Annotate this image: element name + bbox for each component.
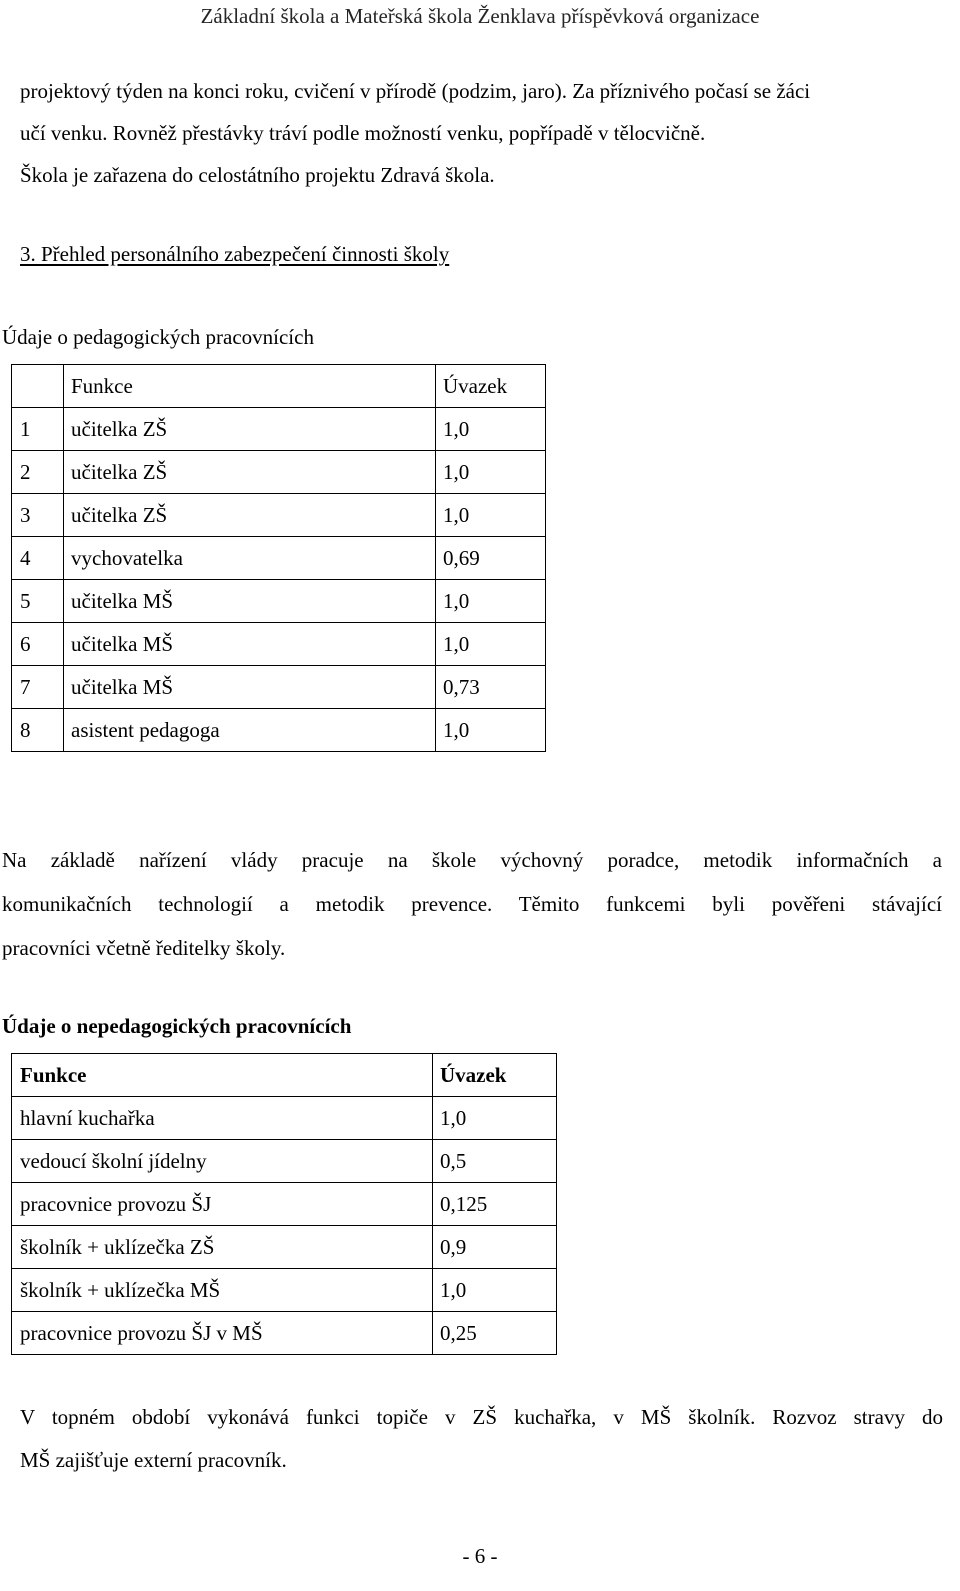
nonpedagogical-staff-table [11, 1053, 557, 1355]
cell-number: 3 [12, 494, 64, 537]
cell-function: asistent pedagoga [64, 709, 436, 752]
cell-workload: 1,0 [436, 623, 546, 666]
cell-workload: 1,0 [436, 451, 546, 494]
pedagogical-staff-table [11, 364, 546, 752]
cell-function: učitelka MŠ [64, 623, 436, 666]
section-title: 3. Přehled personálního zabezpečení činnosti školy [20, 242, 450, 266]
cell-number: 6 [12, 623, 64, 666]
cell-function: vedoucí školní jídelny [12, 1140, 433, 1183]
note-line: Na základě nařízení vlády pracuje na škole výchovný poradce, metodik informačních a [2, 848, 942, 872]
cell-function: učitelka ZŠ [64, 494, 436, 537]
cell-function: učitelka MŠ [64, 580, 436, 623]
cell-function: školník + uklízečka ZŠ [12, 1226, 433, 1269]
cell-workload: 0,69 [436, 537, 546, 580]
cell-function: učitelka MŠ [64, 666, 436, 709]
cell-function: pracovnice provozu ŠJ v MŠ [12, 1312, 433, 1355]
cell-function: pracovnice provozu ŠJ [12, 1183, 433, 1226]
closing-line: MŠ zajišťuje externí pracovník. [20, 1448, 287, 1472]
cell-workload: 0,25 [433, 1312, 557, 1355]
table-header-row [12, 1054, 557, 1097]
cell-workload: 0,73 [436, 666, 546, 709]
table-row [12, 1097, 557, 1140]
cell-number: 1 [12, 408, 64, 451]
cell-workload: 0,5 [433, 1140, 557, 1183]
table-row [12, 408, 546, 451]
cell-number: 4 [12, 537, 64, 580]
cell-workload: 1,0 [436, 580, 546, 623]
cell-workload: 1,0 [436, 408, 546, 451]
cell-number: 2 [12, 451, 64, 494]
table-row [12, 537, 546, 580]
intro-paragraph [20, 70, 945, 196]
page-number: - 6 - [462, 1544, 498, 1568]
header-cell-workload: Úvazek [433, 1054, 557, 1097]
cell-workload: 1,0 [433, 1097, 557, 1140]
cell-workload: 0,125 [433, 1183, 557, 1226]
table-row [12, 1226, 557, 1269]
header-cell-function: Funkce [64, 365, 436, 408]
cell-workload: 1,0 [436, 709, 546, 752]
closing-paragraph [20, 1396, 943, 1482]
cell-number: 7 [12, 666, 64, 709]
table-row [12, 1312, 557, 1355]
cell-workload: 1,0 [436, 494, 546, 537]
note-paragraph [2, 838, 942, 970]
cell-function: školník + uklízečka MŠ [12, 1269, 433, 1312]
table-row [12, 451, 546, 494]
table-row [12, 1140, 557, 1183]
note-line: pracovníci včetně ředitelky školy. [2, 936, 286, 960]
cell-number: 8 [12, 709, 64, 752]
table-header-row [12, 365, 546, 408]
note-line: komunikačních technologií a metodik prevence. Těmito funkcemi byli pověřeni stávající [2, 892, 942, 916]
closing-line: V topném období vykonává funkci topiče v ZŠ kuchařka, v MŠ školník. Rozvoz stravy do [20, 1405, 943, 1429]
table-row [12, 494, 546, 537]
page-header: Základní škola a Mateřská škola Ženklava příspěvková organizace [200, 4, 760, 28]
cell-function: hlavní kuchařka [12, 1097, 433, 1140]
cell-workload: 0,9 [433, 1226, 557, 1269]
intro-line: projektový týden na konci roku, cvičení v přírodě (podzim, jaro). Za příznivého počasí se žáci [20, 79, 811, 103]
header-cell-workload: Úvazek [436, 365, 546, 408]
cell-number: 5 [12, 580, 64, 623]
intro-line: Škola je zařazena do celostátního projektu Zdravá škola. [20, 163, 495, 187]
table-row [12, 580, 546, 623]
cell-function: učitelka ZŠ [64, 451, 436, 494]
cell-function: učitelka ZŠ [64, 408, 436, 451]
table-row [12, 666, 546, 709]
nonpedagogical-staff-title: Údaje o nepedagogických pracovnících [2, 1014, 352, 1038]
cell-function: vychovatelka [64, 537, 436, 580]
table-row [12, 709, 546, 752]
table-row [12, 1183, 557, 1226]
table-row [12, 623, 546, 666]
pedagogical-staff-title: Údaje o pedagogických pracovnících [2, 325, 314, 349]
cell-workload: 1,0 [433, 1269, 557, 1312]
intro-line: učí venku. Rovněž přestávky tráví podle možností venku, popřípadě v tělocvičně. [20, 121, 706, 145]
table-row [12, 1269, 557, 1312]
header-cell-number [12, 365, 64, 408]
header-cell-function: Funkce [12, 1054, 433, 1097]
